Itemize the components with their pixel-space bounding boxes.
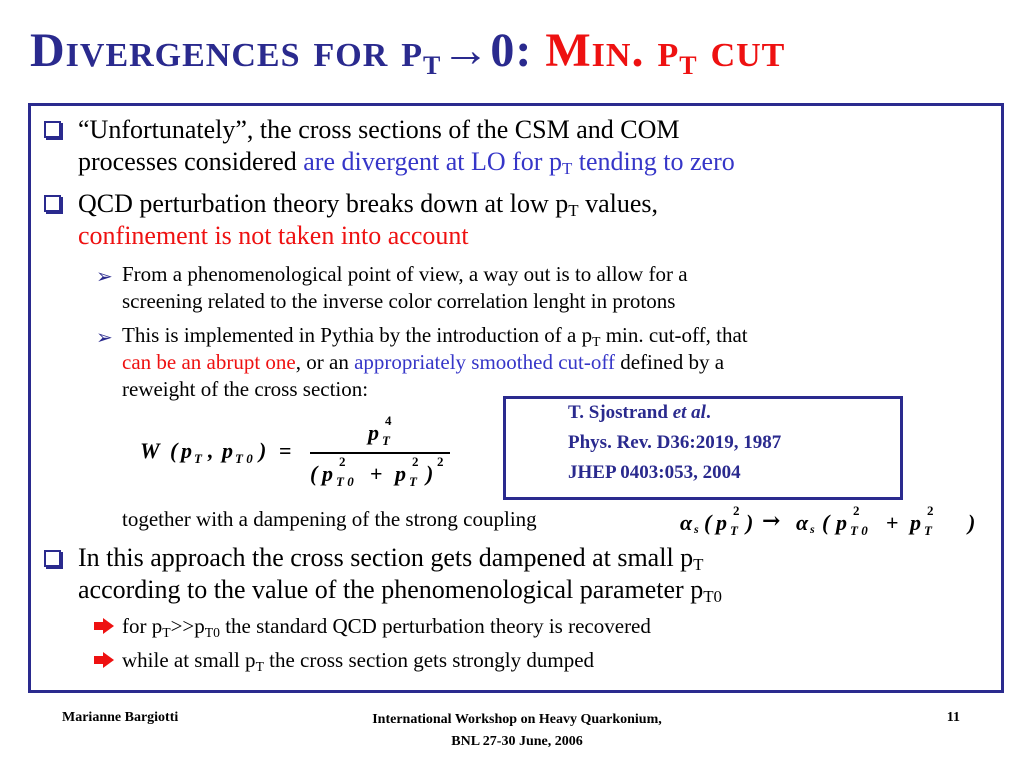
arrowhead-icon: ➢ <box>96 264 113 288</box>
red-arrow-icon <box>94 652 114 668</box>
hollow-square-icon <box>44 121 61 138</box>
bullet-2-line-2: confinement is not taken into account <box>78 221 469 250</box>
reference-jhep: JHEP 0403:053, 2004 <box>568 462 741 483</box>
coupling-text: together with a dampening of the strong coupling <box>122 507 537 531</box>
footer-author: Marianne Bargiotti <box>62 710 179 725</box>
slide-title: Divergences for $p_T\to 0$: Min. $p_T$ cut <box>30 24 786 80</box>
bullet-3-line-2: according to the value of the phenomenological parameter $p_{T0}$ <box>78 575 722 606</box>
footer-event-line-1: International Workshop on Heavy Quarkonium, <box>372 712 662 727</box>
bullet-1-line-1: “Unfortunately”, the cross sections of the CSM and COM <box>78 115 680 144</box>
bullet-2b-line-3: reweight of the cross section: <box>122 377 369 401</box>
page-number: 11 <box>946 710 960 725</box>
bullet-2b-line-2: can be an abrupt one, or an appropriately smoothed cut-off defined by a <box>122 350 725 374</box>
hollow-square-icon <box>44 195 61 212</box>
bullet-2a-line-2: screening related to the inverse color correlation lenght in protons <box>122 289 676 313</box>
hollow-square-icon <box>44 550 61 567</box>
arrowhead-icon: ➢ <box>96 325 113 349</box>
reference-prd: Phys. Rev. D36:2019, 1987 <box>568 432 782 453</box>
bullet-1-line-2: processes considered are divergent at LO for $p_T$ tending to zero <box>78 147 735 178</box>
bullet-3a-line: for $p_T>>p_{T0}$ the standard QCD perturbation theory is recovered <box>122 614 651 640</box>
red-arrow-icon <box>94 618 114 634</box>
bullet-2b-line-1: This is implemented in Pythia by the introduction of a $p_T$ min. cut-off, that <box>122 323 748 349</box>
bullet-2-line-1: QCD perturbation theory breaks down at low $p_T$ values, <box>78 189 659 220</box>
bullet-3-line-1: In this approach the cross section gets dampened at small $p_T$ <box>78 543 704 574</box>
bullet-3b-line: while at small $p_T$ the cross section gets strongly dumped <box>122 648 595 674</box>
footer-event-line-2: BNL 27-30 June, 2006 <box>451 734 583 749</box>
reference-author: T. Sjostrand et al. <box>568 402 711 423</box>
references-box <box>503 396 903 500</box>
bullet-2a-line-1: From a phenomenological point of view, a way out is to allow for a <box>122 262 688 286</box>
